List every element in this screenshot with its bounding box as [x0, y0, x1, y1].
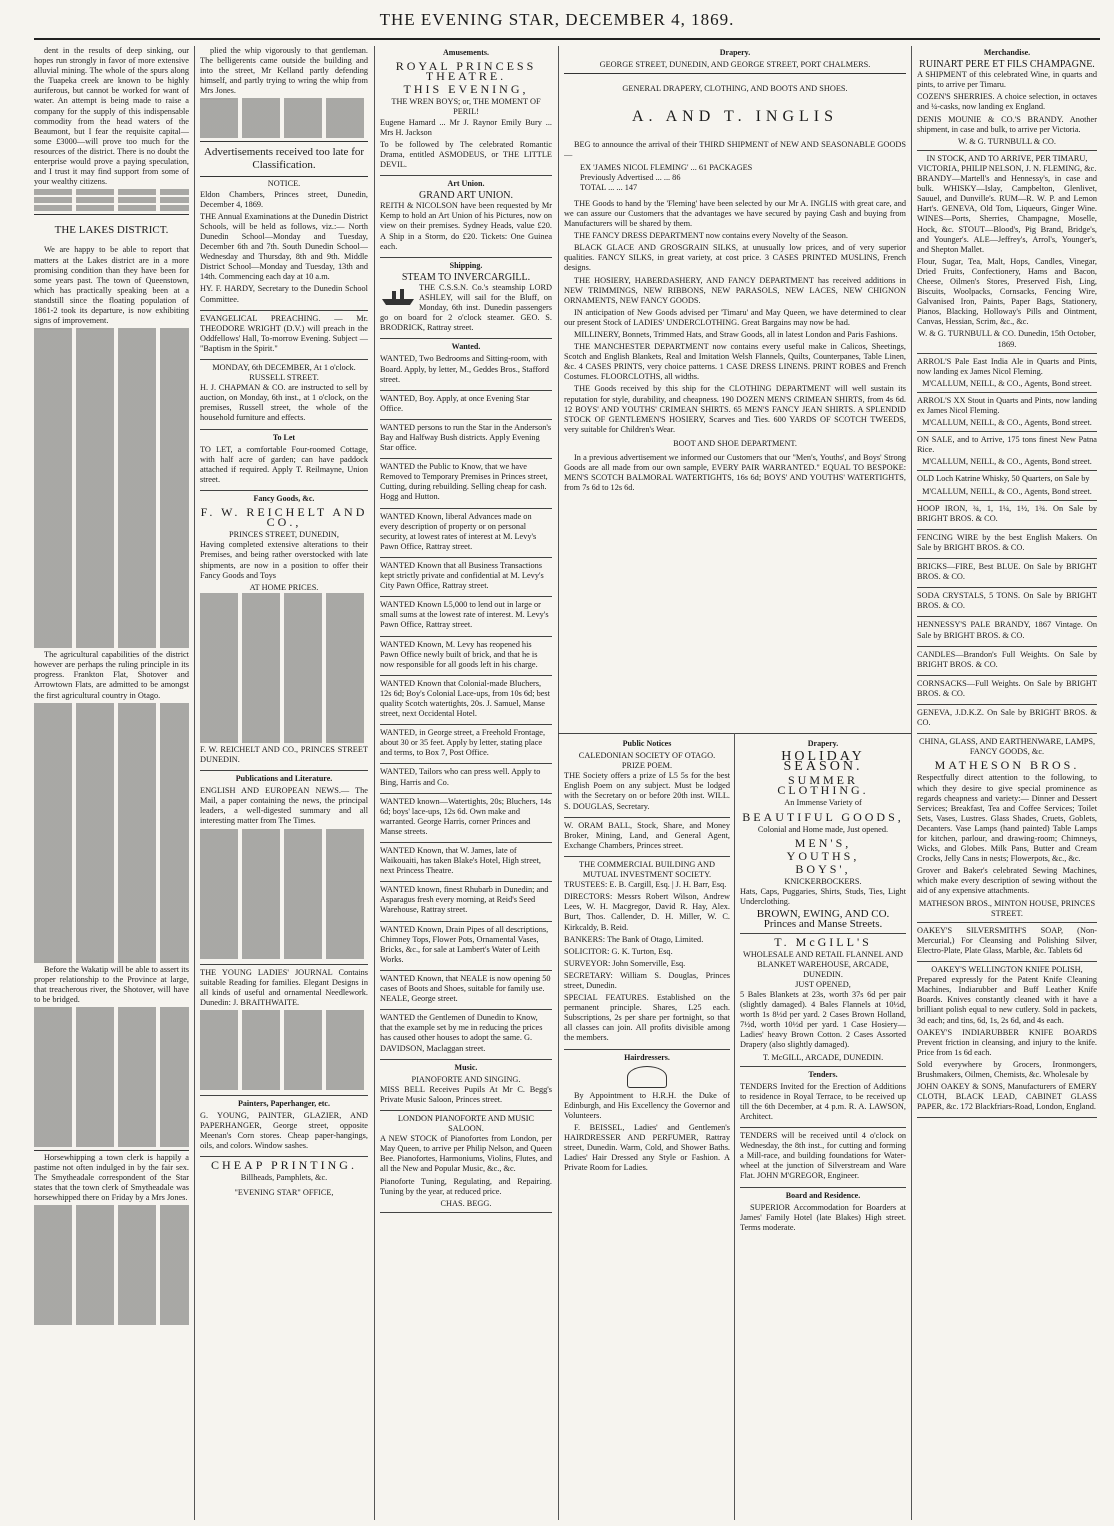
ad-subtitle: PRIZE POEM.	[621, 761, 673, 771]
ad-mail	[200, 786, 368, 964]
ad-date: MONDAY, 6th DECEMBER, At 1 o'clock.	[212, 362, 356, 372]
ad-body: MISS BELL Receives Pupils At Mr C. Begg's Private Music Saloon, Princes street.	[380, 1084, 552, 1104]
ad-body: THE Goods to hand by the 'Fleming' have been selected by our Mr A. INGLIS with great care, and we can assure our Customers that the advantages we have secured by paying Cash and buying from Manufacturers will be shared by them.	[564, 198, 906, 229]
ad-body: CANDLES—Brandon's Full Weights. On Sale by BRIGHT BROS. & CO.	[917, 649, 1097, 669]
ad-body: To be followed by The celebrated Romantic Drama, entitled ASMODEUS, or THE LITTLE DEVIL.	[380, 139, 552, 169]
ad-signature: M'CALLUM, NEILL, & CO., Agents, Bond street.	[922, 457, 1092, 467]
ad-bright-bros	[917, 533, 1097, 559]
wanted-ad	[380, 767, 552, 793]
ad-body: Having completed extensive alterations to their Premises, and being rather overstocked with late shipments, are now in a position to offer their Fancy Goods and Toys	[200, 540, 368, 580]
text-lines	[34, 703, 189, 963]
ad-title: THE COMMERCIAL BUILDING AND MUTUAL INVESTMENT SOCIETY.	[579, 859, 715, 880]
ad-line: Colonial and Home made, Just opened.	[757, 824, 889, 834]
wanted-ad	[380, 561, 552, 597]
ad-turnbull-stock	[917, 154, 1097, 354]
ad-signature: W. & G. TURNBULL & CO. Dunedin, 15th October, 1869.	[918, 329, 1096, 349]
text-lines	[34, 189, 189, 195]
ad-body: HOOP IRON, ¾, 1, 1¼, 1½, 1¾. On Sale by BRIGHT BROS. & CO.	[917, 503, 1097, 523]
ad-subtitle: SUMMER CLOTHING.	[777, 773, 869, 798]
ad-signature: T. McGILL, ARCADE, DUNEDIN.	[762, 1052, 884, 1062]
ad-line: MEN'S,	[794, 835, 852, 850]
ad-whisky	[917, 474, 1097, 500]
section-heading-amusements: Amusements.	[443, 48, 489, 57]
ad-subtitle: BOOT AND SHOE DEPARTMENT.	[673, 438, 797, 448]
ad-body: WANTED known—Watertights, 20s; Bluchers, 14s 6d; boys' lace-ups, 12s 6d. Own make and warranted. George Harris, corner Princes and Manse streets.	[380, 796, 552, 836]
ad-body: THE C.S.S.N. Co.'s steamship LORD ASHLEY, will sail for the Bluff, on Monday, 6th inst. Dunedin passengers go on board for 2 o'clock steamer. GEO. S. BRODRICK, Rattray street.	[380, 282, 552, 333]
ad-signature: F. W. REICHELT AND CO., PRINCES STREET DUNEDIN.	[200, 744, 368, 764]
ad-matheson	[917, 737, 1097, 923]
ad-line: KNICKERBOCKERS.	[784, 877, 862, 887]
ad-steamer	[380, 273, 552, 340]
ad-body: ARROL'S XX Stout in Quarts and Pints, now landing ex James Nicol Fleming.	[917, 395, 1097, 415]
ad-oakey-soap	[917, 926, 1097, 962]
section-heading-tenders: Tenders.	[808, 1069, 838, 1079]
ad-body: SODA CRYSTALS, 5 TONS. On Sale by BRIGHT BROS. & CO.	[917, 591, 1097, 611]
ad-body: WANTED the Public to Know, that we have Removed to Temporary Premises in Princes street, Cutting, during rebuilding. Selling cheap for cash. Hogg and Hutton.	[380, 462, 548, 502]
divider	[200, 141, 368, 142]
ad-solicitor: SOLICITOR: G. K. Turton, Esq.	[564, 946, 673, 956]
wanted-ad	[380, 885, 552, 921]
ad-body: ON SALE, and to Arrive, 175 tons finest New Patna Rice.	[917, 435, 1097, 455]
ad-body: Grover and Baker's celebrated Sewing Machines, which make every description of sewing without the aid of any expensive attachments.	[917, 866, 1097, 896]
ad-subtitle: WHOLESALE AND RETAIL FLANNEL AND BLANKET WAREHOUSE, ARCADE, DUNEDIN.	[742, 949, 904, 979]
ad-school-notice	[200, 179, 368, 310]
ad-body: WANTED the Gentlemen of Dunedin to Know, that the example set by me in reducing the prices has caused other houses to adopt the same. G. DAVIDSON, Maclaggan street.	[380, 1013, 543, 1053]
text-lines	[200, 829, 368, 959]
column-classified-a	[200, 46, 368, 1520]
wanted-ad	[380, 512, 552, 558]
ad-body: WANTED Known that Colonial-made Bluchers, 12s 6d; Boy's Colonial Lace-ups, from 10s 6d; best quality Scotch watertights, 20s. J. Samuel, Manse street, next Occidental Hotel.	[380, 678, 550, 719]
ad-body: TENDERS Invited for the Erection of Additions to residence in Royal Terrace, to be received up till the 6th December, at 4 p.m. R. A. LAWSON, Architect.	[740, 1081, 906, 1121]
ad-place: PRINCES STREET, DUNEDIN,	[228, 530, 339, 540]
article-paragraph: Before the Wakatip will be able to assert its proper relationship to the Province at large, that treacherous river, the Shotover, will have to be bridged.	[34, 964, 189, 1004]
ad-evangelical	[200, 314, 368, 360]
ad-subtitle: AT HOME PRICES.	[249, 582, 319, 592]
ad-body: COZEN'S SHERRIES. A choice selection, in octaves and ¼-casks, now landing ex England.	[917, 92, 1097, 112]
ad-line: Previously Advertised ... ... 86	[580, 172, 681, 182]
ad-line: EX 'JAMES NICOL FLEMING' ... 61 PACKAGES	[580, 162, 753, 172]
wanted-list	[380, 354, 552, 1059]
ad-title: HOLIDAY SEASON.	[781, 749, 865, 775]
ad-signature: M'CALLUM, NEILL, & CO., Agents, Bond street.	[922, 486, 1092, 496]
column-rule	[558, 46, 559, 1520]
ad-appointment: By Appointment to H.R.H. the Duke of Edinburgh, and His Excellency the Governor and Volunteers.	[564, 1090, 730, 1120]
royal-crest-icon	[627, 1066, 667, 1088]
wanted-ad	[380, 728, 552, 764]
ad-line: An Immense Variety of	[784, 798, 862, 808]
ad-body: WANTED persons to run the Star in the Anderson's Bay and Halfway Bush districts. Apply Evening Star office.	[380, 422, 552, 453]
ad-body: TENDERS will be received until 4 o'clock on Wednesday, the 8th inst., for cutting and forming a Mill-race, and building foundations for Water-wheel at the junction of Silverstream and Ware Flat. JOHN M'GREGOR, Engineer.	[740, 1131, 906, 1181]
section-heading-drapery: Drapery.	[719, 48, 751, 57]
ad-holiday	[740, 749, 906, 933]
article-paragraph: We are happy to be able to report that matters at the Lakes district are in a more promising condition than they have been for some years past. The town of Queenstown, which has practically speaking been at a standstill since the floating population of 1861-2 took its departure, is now exhibiting signs of improvement.	[34, 245, 189, 326]
column-drapery-inglis	[564, 46, 906, 726]
wanted-ad	[380, 462, 552, 508]
ad-line: JUST OPENED,	[795, 979, 851, 989]
ad-body: W. ORAM BALL, Stock, Share, and Money Broker, Mining, Land, and General Agent, Exchange Chambers, Princes street.	[564, 820, 730, 850]
ad-body: OAKEY'S SILVERSMITH'S SOAP, (Non-Mercurial,) For Cleansing and Polishing Silver, Electro-Plate, Plate Glass, Marble, &c. Tablets 6d	[917, 925, 1097, 955]
ad-bankers: BANKERS: The Bank of Otago, Limited.	[564, 934, 704, 944]
ad-arrol-stout	[917, 396, 1097, 432]
ad-star-office: "EVENING STAR" OFFICE,	[234, 1187, 334, 1197]
ad-body: G. YOUNG, PAINTER, GLAZIER, AND PAPERHANGER, George street, opposite Meenan's Corn stores. Cheap paper-hangings, oils, and colors. Window sashes.	[200, 1110, 368, 1151]
ad-surveyor: SURVEYOR: John Somerville, Esq.	[564, 958, 686, 968]
ad-piano-singing	[380, 1075, 552, 1111]
ad-body: BLACK GLACE AND GROSGRAIN SILKS, at unusually low prices, and of very superior qualities. FANCY SILKS, in great variety, at cost price. 3 CASES PRINTED MUSLINS, French designs.	[564, 243, 906, 273]
ad-body: WANTED Known, that W. James, late of Waikouaiti, has taken Blake's Hotel, High street, next Princess Theatre.	[380, 846, 541, 876]
ad-body: OLD Loch Katrine Whisky, 50 Quarters, on Sale by	[917, 474, 1090, 484]
ad-subtitle: GENERAL DRAPERY, CLOTHING, AND BOOTS AND SHOES.	[622, 84, 848, 94]
ad-bright-bros	[917, 620, 1097, 646]
ad-body: WANTED Known, Drain Pipes of all descriptions, Chimney Tops, Flower Pots, Ornamental Vases, Bricks, &c., for sale at Lambert's Water of Leith Works.	[380, 924, 549, 964]
ad-body: THE YOUNG LADIES' JOURNAL Contains suitable Reading for families. Elegant Designs in all kinds of useful and ornamental Needlework. Dunedin: J. BRAITHWAITE.	[200, 967, 368, 1007]
ad-body: ENGLISH AND EUROPEAN NEWS.— The Mail, a paper containing the news, the principal leaders, a well-digested summary and all interesting matter from The Times.	[200, 786, 368, 826]
wanted-ad	[380, 846, 552, 882]
ad-bright-bros	[917, 679, 1097, 705]
ad-firm-name: MATHESON BROS.	[934, 758, 1080, 773]
ad-theatre	[380, 61, 552, 176]
ad-rice	[917, 435, 1097, 471]
ad-ruinart	[917, 60, 1097, 151]
ad-title: F. W. REICHELT AND CO.,	[200, 505, 368, 530]
article-paragraph: plied the whip vigorously to that gentleman. The belligerents came outside the building and into the street, Mr Kelland partly defending himself, and partly trying to wring the whip from Mrs Jones.	[200, 46, 368, 96]
ad-play: THE WREN BOYS; or, THE MOMENT OF PERIL!	[391, 97, 541, 117]
column-news	[34, 46, 189, 1520]
ad-cast: Eugene Hamard ... Mr J. Raynor Emily Bury ... Mrs H. Jackson	[380, 117, 552, 137]
ad-body: EVANGELICAL PREACHING. — Mr. THEODORE WRIGHT (D.V.) will preach in the Oddfellows' Hall, To-morrow Evening. Subject — "Baptism in the Spirit."	[200, 313, 368, 353]
ad-tender	[740, 1131, 906, 1187]
ad-bright-bros	[917, 562, 1097, 588]
text-lines	[200, 98, 368, 138]
ad-tender	[740, 1082, 906, 1128]
column-rule	[734, 733, 735, 1520]
divider	[200, 176, 368, 177]
ad-body: H. J. CHAPMAN & CO. are instructed to sell by auction, on Monday, 6th inst., at 1 o'clock, on the premises, Russell street, the whole of the household furniture and effects.	[200, 383, 368, 423]
section-heading-tolet: To Let	[272, 432, 296, 442]
ad-body: BRANDY—Martell's and Hennessy's, in case and bulk. WHISKY—Islay, Campbelton, Glenlivet, Sauuel, and Dunville's. RUM—R. W. P. and Lemon Hart's. GENEVA, Old Tom, Liqueurs, Ginger Wine. WINES—Ports, Sherries, Champagne, Moselle, Hock, &c. STOUT—Blood's, Pig Brand, Bridge's, and Younger's. ALE—Jeffrey's, Arrol's, Younger's, and Shepton Mallet.	[917, 174, 1097, 254]
divider	[564, 73, 906, 74]
ad-body: OAKEY'S INDIARUBBER KNIFE BOARDS Prevent friction in cleansing, and injury to the knife. Price from 1s 6d each.	[917, 1027, 1097, 1057]
section-heading-merchandise: Merchandise.	[983, 48, 1031, 57]
ad-body: Prepared expressly for the Patent Knife Cleaning Machines, Indiarubber and Buff Leather Knife Boards. Knives constantly cleaned with it have a brilliant polish equal to new cutlery. Sold in packets, 3d each; and tins, 6d, 1s, 2s 6d, and 4s each.	[917, 975, 1097, 1025]
ad-body: WANTED Known, that NEALE is now opening 50 cases of Boots and Shoes, suitable for family use. NEALE, George street.	[380, 973, 551, 1004]
ad-line: YOUTHS,	[786, 848, 860, 863]
ad-body: ARROL'S Pale East India Ale in Quarts and Pints, now landing ex James Nicol Fleming.	[917, 356, 1097, 376]
column-merchandise	[917, 46, 1097, 1520]
section-heading-hairdressers: Hairdressers.	[624, 1052, 670, 1062]
ad-line: BEAUTIFUL GOODS,	[742, 809, 904, 824]
ad-body: F. BEISSEL, Ladies' and Gentlemen's HAIRDRESSER AND PERFUMER, Rattray street, Dunedin. Warm, Cold, and Shower Baths. Ladies' Hair Dressed any Style or Fashion. A Private Room for Ladies.	[564, 1122, 730, 1173]
ad-body: WANTED Known L5,000 to lend out in large or small sums at the lowest rate of interest. M. Levy's Pawn Office, Rattray street.	[380, 600, 549, 630]
steamship-icon	[380, 285, 416, 307]
ad-place: Eldon Chambers, Princes street, Dunedin, December 4, 1869.	[200, 189, 368, 209]
ad-arrol-ale	[917, 357, 1097, 393]
ad-body: 5 Bales Blankets at 23s, worth 37s 6d per pair (slightly damaged). 4 Bales Flannels at 10½d, worth 1s 8½d per yard. 2 Cases Brown Holland, 7½d, worth 10½d per yard. 1 Case Hosiery—Ladies' heavy Brown Cotton. 2 Cases Assorted Drapery (also slightly damaged).	[740, 989, 906, 1050]
ad-commercial-society	[564, 860, 730, 1050]
ad-tolet	[200, 445, 368, 491]
ad-secretary: SECRETARY: William S. Douglas, Princes street, Dunedin.	[564, 970, 730, 990]
divider	[34, 1150, 189, 1151]
text-lines	[200, 1010, 368, 1090]
column-public-notices	[564, 737, 730, 1517]
ad-body: WANTED, Two Bedrooms and Sitting-room, with Board. Apply, by letter, M., Geddes Bros., Stafford street.	[380, 354, 550, 384]
section-heading-publications: Publications and Literature.	[235, 774, 333, 784]
ad-body: IN anticipation of New Goods advised per 'Timaru' and May Queen, we have determined to clear our present Stock of LADIES' UNDERCLOTHING. Great Bargains may now be had.	[564, 307, 906, 327]
article-paragraph: The agricultural capabilities of the district however are perhaps the ruling principle in its progress. Frankton Flat, Shotover and Arrowtown Flats, are admitted to be amongst the first agricultural country in Otago.	[34, 650, 189, 700]
ad-body: WANTED, Boy. Apply, at once Evening Star Office.	[380, 393, 530, 413]
ad-body: Pianoforte Tuning, Regulating, and Repairing. Tuning by the year, at reduced price.	[380, 1176, 552, 1196]
ad-title: ROYAL PRINCESS THEATRE.	[395, 59, 537, 84]
wanted-ad	[380, 354, 552, 390]
ad-title: RUINART PERE ET FILS CHAMPAGNE.	[919, 59, 1095, 71]
ad-signature: M'CALLUM, NEILL, & CO., Agents, Bond street.	[922, 418, 1092, 428]
ad-title: CALEDONIAN SOCIETY OF OTAGO.	[578, 751, 716, 761]
column-drapery-holiday	[740, 737, 906, 1517]
section-heading-wanted: Wanted.	[451, 342, 481, 352]
ad-body: In a previous advertisement we informed our Customers that our "Men's, Youths', and Boys' Strong Goods are all made from our own sample, EVERY PAIR WARRANTED." EQUAL TO BESPOKE: MEN'S SCOTCH BALMORAL WATERTIGHTS, 16s 6d; BOYS' AND YOUTHS' WATERTIGHTS, from 7s 6d to 12s 6d.	[564, 453, 906, 493]
ad-streets: GEORGE STREET, DUNEDIN, AND GEORGE STREET, PORT CHALMERS.	[599, 60, 871, 70]
column-rule	[911, 46, 912, 1520]
ad-line: TOTAL ... ... 147	[580, 182, 638, 192]
ad-signature: MATHESON BROS., MINTON HOUSE, PRINCES STREET.	[918, 898, 1096, 918]
ad-signature: M'CALLUM, NEILL, & CO., Agents, Bond street.	[922, 378, 1092, 388]
ad-auction	[200, 363, 368, 430]
ad-body: HENNESSY'S PALE BRANDY, 1867 Vintage. On Sale by BRIGHT BROS. & CO.	[917, 620, 1097, 640]
ad-oakey-polish	[917, 965, 1097, 1118]
ad-subtitle: THIS EVENING,	[403, 82, 529, 97]
ad-body: Flour, Sugar, Tea, Malt, Hops, Candles, Vinegar, Dried Fruits, Confectionery, Hams and Bacon, Cheese, Oilmen's Stores, Preserved Fish, Ling, Biscuits, Woolpacks, Cornsacks, Fencing Wire, Galvanised Iron, Paints, Paper Bags, Stationery, Pianos, Blacking, Holloway's Pills and Ointment, Canvas, Hessian, Scrim, &c., &c.	[917, 256, 1097, 327]
ad-body: DENIS MOUNIE & CO.'S BRANDY. Another shipment, in case and bulk, to arrive per Victoria.	[917, 114, 1097, 134]
column-rule	[194, 46, 195, 1520]
ad-signature: JOHN OAKEY & SONS, Manufacturers of EMERY CLOTH, BLACK LEAD, CABINET GLASS PAPER, &c. 172 Blackfriars-Road, London, England.	[917, 1082, 1097, 1112]
ad-body: TO LET, a comfortable Four-roomed Cottage, with half acre of garden; can have paddock attached if required. Apply T. Reilmayne, Union street.	[200, 444, 368, 484]
text-lines	[34, 1205, 189, 1325]
ad-bright-bros	[917, 708, 1097, 734]
ad-body: WANTED, in George street, a Freehold Frontage, about 30 or 35 feet. Apply by letter, stating place and terms, to Box 7, Post Office.	[380, 728, 546, 758]
ad-oram-ball	[564, 821, 730, 857]
section-heading-painters: Painters, Paperhanger, etc.	[238, 1098, 330, 1108]
ad-body: BEG to announce the arrival of their THIRD SHIPMENT of NEW AND SEASONABLE GOODS—	[564, 140, 906, 160]
section-heading-drapery2: Drapery.	[807, 739, 839, 748]
ad-body: A SHIPMENT of this celebrated Wine, in quarts and pints, to arrive per Timaru.	[917, 70, 1097, 90]
text-lines	[34, 1007, 189, 1147]
ad-title: NOTICE.	[267, 179, 301, 189]
ad-body: SUPERIOR Accommodation for Boarders at James' Family Hotel (late Blakes) High street. Terms moderate.	[740, 1202, 906, 1232]
wanted-ad	[380, 974, 552, 1010]
wanted-ad	[380, 394, 552, 420]
ad-line: BOYS',	[795, 861, 851, 876]
masthead	[0, 0, 1114, 44]
wanted-ad	[380, 1013, 552, 1059]
ad-title: OAKEY'S WELLINGTON KNIFE POLISH,	[931, 965, 1083, 975]
ad-body: WANTED Known, M. Levy has reopened his Pawn Office newly built of brick, and that he is now responsible for all goods left in his charge.	[380, 639, 538, 669]
ad-trustees: TRUSTEES: E. B. Cargill, Esq. | J. H. Barr, Esq.	[564, 880, 727, 890]
ad-signature: HY. F. HARDY, Secretary to the Dunedin School Committee.	[200, 284, 368, 304]
ad-body: WANTED, Tailors who can press well. Apply to Bing, Harris and Co.	[380, 767, 541, 787]
wanted-ad	[380, 600, 552, 636]
text-lines	[34, 205, 189, 211]
ad-body: MILLINERY, Bonnets, Trimmed Hats, and Straw Goods, all in latest London and Paris Fashions.	[574, 329, 898, 339]
ad-signature: CHAS. BEGG.	[440, 1198, 492, 1208]
ad-body: Respectfully direct attention to the following, to which they desire to give special prominence as regards cheapness and variety:— Dinner and Dessert Services; Breakfast, Tea and Coffee Services; Toilet Sets, Vases, Lustres. Glass Shades, Cruets, Goblets, Decanters. Vase Lamps (hand painted) Table Lamps for kitchen, parlour, and drawing-room; Chimneys, Wicks, and Globes. Milk Pans, Butter and Cream Crocks, Jelly Cans in nests; Flowerpots, &c., &c.	[917, 773, 1097, 864]
wanted-ad	[380, 797, 552, 843]
wanted-ad	[380, 640, 552, 676]
ad-firm-name: A. AND T. INGLIS	[631, 108, 839, 126]
ad-title: LONDON PIANOFORTE AND MUSIC SALOON.	[397, 1113, 535, 1134]
ad-body: REITH & NICOLSON have been requested by Mr Kemp to hold an Art Union of his Pictures, now on view on their premises. Sydney Heads, value £20. A Ship in a Storm, do £20. Tickets: One Guinea each.	[380, 201, 552, 251]
ad-young-ladies	[200, 968, 368, 1096]
ad-body: WANTED Known, liberal Advances made on every description of property or on personal security, at lowest rates of interest at M. Levy's Pawn Office, Rattray street.	[380, 511, 537, 551]
ad-body: FENCING WIRE by the best English Makers. On Sale by BRIGHT BROS. & CO.	[917, 532, 1097, 552]
ad-bright-bros	[917, 591, 1097, 617]
masthead-rule	[34, 38, 1100, 40]
ad-art-union	[380, 191, 552, 258]
ad-reichelt	[200, 507, 368, 771]
wanted-ad	[380, 925, 552, 971]
ad-street: RUSSELL STREET.	[249, 373, 319, 383]
ad-body: THE MANCHESTER DEPARTMENT now contains every useful make in Calicos, Sheetings, Scotch and English Blankets, Real and Imitation Welsh Flannels, Quilts, Counterpanes, Table Linen, &c. 4 CASES PRINTS, very choice patterns. 1 CASE DRESS LINENS. PRINT ROBES and French Costumes. FLOORCLOTHS, all widths.	[564, 342, 906, 382]
article-paragraph: dent in the results of deep sinking, our hopes run strongly in favor of more extensive alluvial mining. The whole of the spurs along the Tuapeka creek are known to be highly auriferous, but cannot be worked for want of water. An attempt is being made to raise a company for the supply of this indispensable commodity from the head waters of the Beaumont, but I fear the requisite capital—some £3000—will prove too much for the resources of the district. There is no doubt the enterprise would prove a paying speculation, and I trust it may find support from some of your wealthy citizens.	[34, 46, 189, 187]
section-heading-art: Art Union.	[447, 179, 485, 189]
ad-title: PIANOFORTE AND SINGING.	[411, 1074, 521, 1084]
ad-body: THE FANCY DRESS DEPARTMENT now contains every Novelty of the Season.	[574, 231, 848, 241]
ad-body: THE Goods received by this ship for the CLOTHING DEPARTMENT will well sustain its reputation for style, durability, and cheapness. 190 DOZEN MEN'S CRIMEAN SHIRTS, from 4s 6d. 12 BOYS' AND YOUTHS' CRIMEAN SHIRTS. 65 MEN'S FANCY JEAN SHIRTS. A SPLENDID STOCK OF GENTLEMEN'S HOSIERY, Scarves and Ties. 600 YARDS OF SCOTCH TWEEDS, very suitable for Children's Wear.	[564, 384, 906, 434]
ad-body: Sold everywhere by Grocers, Ironmongers, Brushmakers, Oilmen, Chemists, &c. Wholesale by	[917, 1059, 1097, 1079]
section-heading-shipping: Shipping.	[449, 260, 483, 270]
ad-body: WANTED Known that all Business Transactions kept strictly private and confidential at M. Levy's City Pawn Office, Rattray street.	[380, 560, 544, 591]
ad-body: GENEVA, J.D.K.Z. On Sale by BRIGHT BROS. & CO.	[917, 707, 1097, 728]
ad-cheap-printing: CHEAP PRINTING.	[211, 1158, 357, 1173]
newspaper-title: THE EVENING STAR, DECEMBER 4, 1869.	[379, 10, 735, 29]
ad-body: A NEW STOCK of Pianofortes from London, per May Queen, to arrive per Philip Nelson, and Queen Bee. Pianofortes, Harmoniums, Violins, Flutes, and all the New and Popular Music, &c., &c.	[380, 1134, 552, 1174]
ad-billheads: Billheads, Pamphlets, &c.	[240, 1173, 328, 1183]
ad-body: Hats, Caps, Puggaries, Shirts, Studs, Ties, Light Underclothing.	[740, 887, 906, 907]
article-heading: THE LAKES DISTRICT.	[54, 224, 169, 237]
ad-body: SPECIAL FEATURES. Established on the permanent principle. Shares, L25 each. Subscriptions, 2s per share per fortnight, so that all classes can join. All profits divisible among the members.	[564, 993, 730, 1043]
ad-title: CHINA, GLASS, AND EARTHENWARE, LAMPS, FANCY GOODS, &c.	[918, 737, 1096, 757]
ad-title: IN STOCK, AND TO ARRIVE, PER TIMARU, VICTORIA, PHILIP NELSON, J. N. FLEMING, &c.	[917, 153, 1097, 173]
wanted-ad	[380, 679, 552, 725]
ad-signature: BROWN, EWING, AND CO. Princes and Manse Streets.	[756, 908, 890, 931]
text-lines	[34, 197, 189, 203]
divider	[34, 214, 189, 215]
section-heading-public: Public Notices	[622, 739, 672, 748]
column-rule	[374, 46, 375, 1520]
ad-directors: DIRECTORS: Messrs Robert Wilson, Andrew Lees, W. H. Macgregor, David R. Hay, Alex. Burt, Thos. Callender, D. H. Miller, W. C. Kirkcaldy, B. Reid.	[564, 892, 730, 932]
ad-body: THE Society offers a prize of L5 5s for the best English Poem on any subject. Must be lodged with the Secretary on or before 20th inst. WILL. S. DOUGLAS, Secretary.	[564, 771, 730, 811]
ad-body: THE Annual Examinations at the Dunedin District Schools, will be held as follows, viz.:— North Dunedin School—Monday and Tuesday, December 6th and 7th. South Dunedin School—Wednesday and Thursday, 8th and 9th. Middle District School—Monday and Tuesday, 13th and 14th. Commencing each day at 10 a.m.	[200, 211, 368, 282]
ad-body: THE HOSIERY, HABERDASHERY, AND FANCY DEPARTMENT has received additions in NEW TRIMMINGS, NEW RIBBONS, NEW PARASOLS, NEW LACES, NEW CHIGNON ORNAMENTS, NEW FANCY GOODS.	[564, 275, 906, 305]
ad-bright-bros	[917, 504, 1097, 530]
article-paragraph: Horsewhipping a town clerk is happily a pastime not often indulged in by the fair sex. The Smytheadale correspondent of the Star states that the town clerk of Smytheadale was horsewhipped there on Friday by a Mrs Jones.	[34, 1153, 189, 1203]
ad-body: BRICKS—FIRE, Best BLUE. On Sale by BRIGHT BROS. & CO.	[917, 562, 1097, 582]
ad-title: GRAND ART UNION.	[419, 190, 513, 202]
ad-bright-bros	[917, 650, 1097, 676]
ad-body: CORNSACKS—Full Weights. On Sale by BRIGHT BROS. & CO.	[917, 678, 1097, 698]
text-lines	[34, 328, 189, 648]
section-heading-music: Music.	[454, 1062, 478, 1072]
ad-music-saloon	[380, 1114, 552, 1213]
ad-body: WANTED known, finest Rhubarb in Dunedin; and Asparagus fresh every morning, at Reid's Seed Warehouse, Rattray street.	[380, 885, 549, 915]
ad-title: STEAM TO INVERCARGILL.	[401, 271, 531, 283]
section-heading-board: Board and Residence.	[785, 1190, 861, 1200]
ad-signature: W. & G. TURNBULL & CO.	[958, 136, 1056, 146]
ad-caledonian	[564, 751, 730, 818]
section-heading-fancy: Fancy Goods, &c.	[253, 494, 315, 503]
ad-young-painter	[200, 1111, 368, 1157]
section-heading-late: Advertisements received too late for Classification.	[203, 146, 365, 172]
text-lines	[200, 593, 368, 743]
ad-mcgill	[740, 934, 906, 1067]
column-classified-b	[380, 46, 552, 1520]
ad-title: T. McGILL'S	[774, 934, 872, 949]
wanted-ad	[380, 423, 552, 459]
